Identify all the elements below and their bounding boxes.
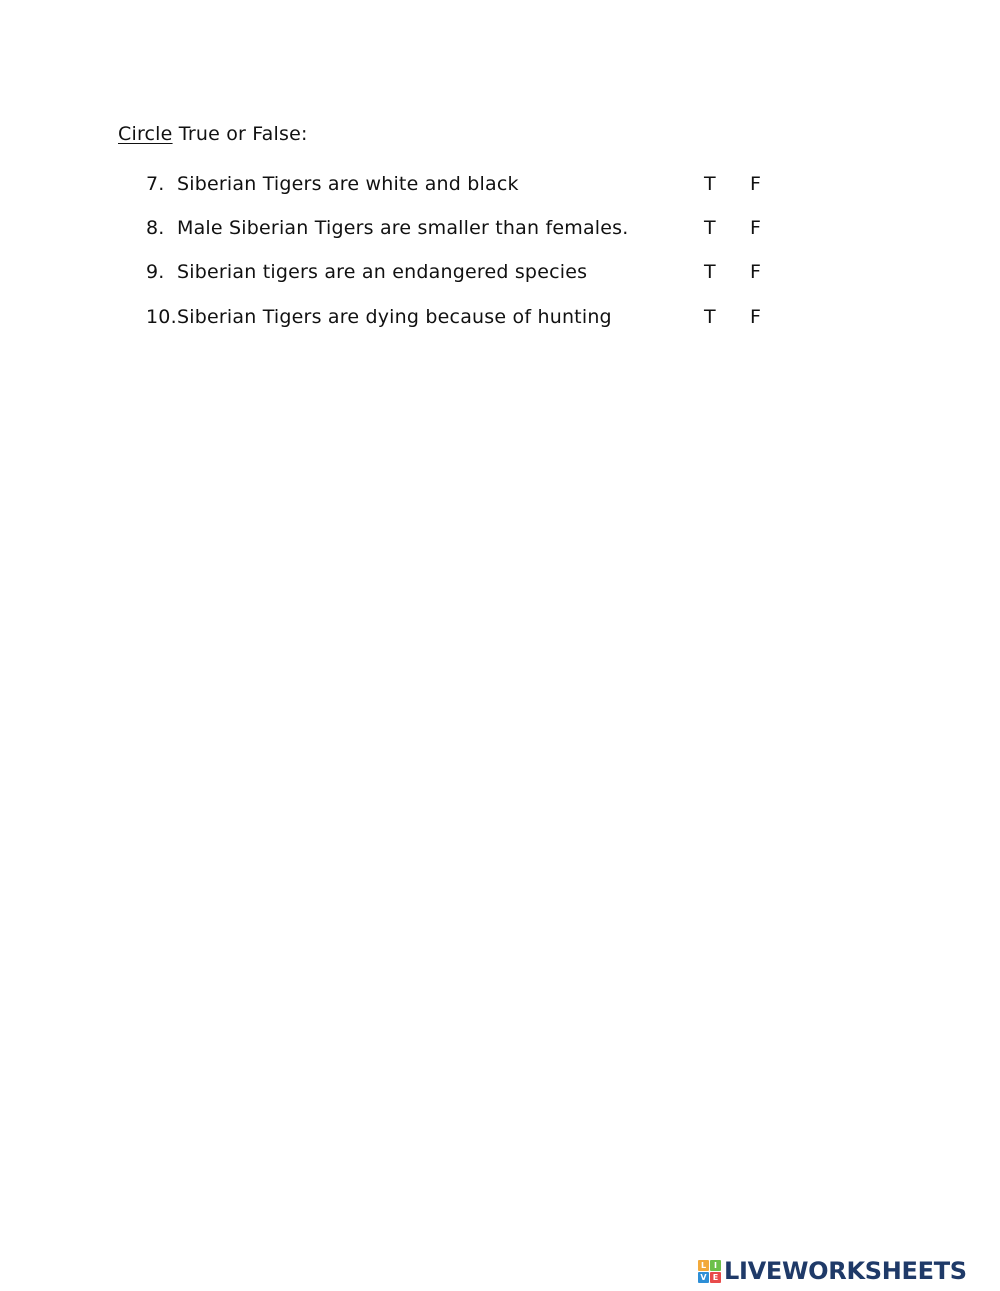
question-8 (146, 214, 786, 242)
liveworksheets-logo (698, 1256, 967, 1286)
true-option[interactable]: T (704, 306, 716, 328)
question-number: 7. (146, 173, 165, 195)
question-7 (146, 170, 786, 198)
true-option[interactable]: T (704, 173, 716, 195)
logo-block: I (710, 1260, 721, 1271)
logo-block: L (698, 1260, 709, 1271)
false-option[interactable]: F (750, 217, 762, 239)
false-option[interactable]: F (750, 261, 762, 283)
question-10 (146, 303, 786, 331)
logo-block: V (698, 1272, 709, 1283)
false-option[interactable]: F (750, 306, 762, 328)
question-text: Siberian tigers are an endangered species (177, 261, 588, 283)
false-option[interactable]: F (750, 173, 762, 195)
true-option[interactable]: T (704, 217, 716, 239)
question-9 (146, 258, 786, 286)
question-text: Male Siberian Tigers are smaller than females. (177, 217, 629, 239)
instructions-text: True or False: (172, 123, 308, 145)
logo-text: LIVEWORKSHEETS (724, 1257, 967, 1285)
question-number: 8. (146, 217, 165, 239)
logo-block: E (710, 1272, 721, 1283)
question-number: 9. (146, 261, 165, 283)
instructions (118, 120, 308, 148)
question-text: Siberian Tigers are dying because of hunting (177, 306, 612, 328)
true-option[interactable]: T (704, 261, 716, 283)
question-text: Siberian Tigers are white and black (177, 173, 519, 195)
logo-icon (698, 1260, 721, 1283)
instructions-emphasis: Circle (118, 123, 173, 145)
question-number: 10. (146, 306, 177, 328)
